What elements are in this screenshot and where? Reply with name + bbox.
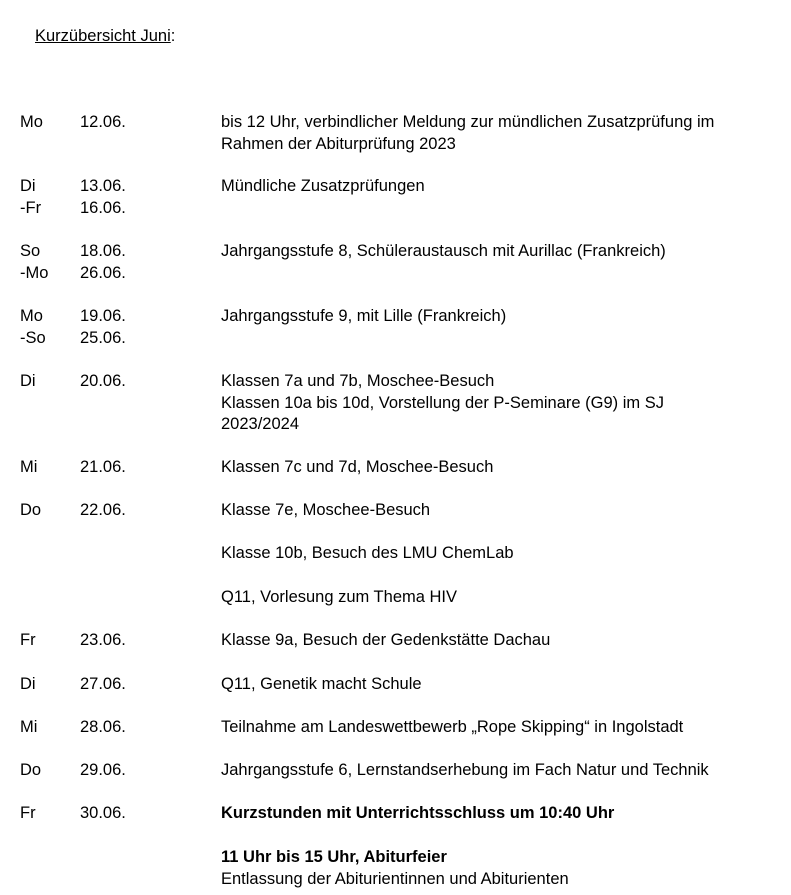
day-label: Di [20, 177, 36, 195]
day-label: -Mo [20, 263, 49, 282]
row-date [80, 112, 126, 134]
date-label: 13.06. [80, 177, 126, 195]
day-label: Mi [20, 458, 38, 476]
description-line: Klassen 7c und 7d, Moschee-Besuch [221, 458, 494, 476]
description-line: Klassen 10a bis 10d, Vorstellung der P-Seminare (G9) im SJ [221, 393, 664, 412]
description-line: Jahrgangsstufe 8, Schüleraustausch mit Aurillac (Frankreich) [221, 242, 666, 260]
row-description [221, 803, 781, 825]
row-date [80, 500, 126, 522]
row-day [20, 803, 36, 825]
date-label: 22.06. [80, 501, 126, 519]
date-label: 28.06. [80, 718, 126, 736]
date-label: 29.06. [80, 761, 126, 779]
row-day [20, 674, 36, 696]
row-date [80, 630, 126, 652]
row-description [221, 306, 781, 328]
page-title-text: Kurzübersicht Juni [35, 27, 171, 45]
description-line: Jahrgangsstufe 6, Lernstandserhebung im Fach Natur und Technik [221, 761, 709, 779]
date-label: 18.06. [80, 242, 126, 260]
date-label: 20.06. [80, 372, 126, 390]
row-description [221, 371, 781, 436]
row-description [221, 847, 781, 890]
description-line: 2023/2024 [221, 415, 299, 433]
date-label: 30.06. [80, 804, 126, 822]
row-description [221, 674, 781, 696]
date-label: 25.06. [80, 328, 126, 347]
row-description [221, 112, 781, 155]
description-line: bis 12 Uhr, verbindlicher Meldung zur mündlichen Zusatzprüfung im [221, 113, 715, 131]
row-description [221, 457, 781, 479]
description-line: Klasse 7e, Moschee-Besuch [221, 501, 431, 519]
row-date [80, 241, 126, 284]
date-label: 27.06. [80, 675, 126, 693]
row-date [80, 674, 126, 696]
date-label: 16.06. [80, 198, 126, 217]
day-label: -Fr [20, 198, 42, 217]
row-day [20, 630, 36, 652]
date-label: 19.06. [80, 307, 126, 325]
day-label: Fr [20, 804, 36, 822]
description-line: Rahmen der Abiturprüfung 2023 [221, 134, 456, 153]
day-label: -So [20, 328, 46, 347]
row-day [20, 112, 43, 134]
row-day [20, 306, 46, 349]
date-label: 12.06. [80, 113, 126, 131]
row-date [80, 803, 126, 825]
description-line: Q11, Genetik macht Schule [221, 675, 422, 693]
date-label: 23.06. [80, 631, 126, 649]
date-label: 21.06. [80, 458, 126, 476]
day-label: Di [20, 675, 36, 693]
row-date [80, 371, 126, 393]
row-description [221, 241, 781, 263]
row-date [80, 176, 126, 219]
row-day [20, 457, 37, 479]
day-label: Mo [20, 307, 43, 325]
row-date [80, 306, 126, 349]
row-description [221, 176, 781, 198]
day-label: Do [20, 501, 42, 519]
day-label: Do [20, 761, 42, 779]
date-label: 26.06. [80, 263, 126, 282]
day-label: Di [20, 372, 36, 390]
row-description [221, 717, 781, 739]
row-day [20, 760, 41, 782]
row-day [20, 717, 37, 739]
row-day [20, 176, 41, 219]
row-day [20, 241, 48, 284]
description-line: Q11, Vorlesung zum Thema HIV [221, 588, 458, 606]
row-date [80, 457, 126, 479]
row-date [80, 760, 126, 782]
description-line: Entlassung der Abiturientinnen und Abiturienten [221, 869, 569, 888]
day-label: Mi [20, 718, 38, 736]
day-label: Mo [20, 113, 43, 131]
description-line: Jahrgangsstufe 9, mit Lille (Frankreich) [221, 307, 507, 325]
day-label: So [20, 242, 41, 260]
description-line: Klassen 7a und 7b, Moschee-Besuch [221, 372, 495, 390]
description-line: Teilnahme am Landeswettbewerb „Rope Skipping“ in Ingolstadt [221, 718, 684, 736]
row-description [221, 630, 781, 652]
row-date [80, 717, 126, 739]
page-title-colon: : [170, 27, 176, 45]
row-description [221, 543, 781, 565]
description-line: 11 Uhr bis 15 Uhr, Abiturfeier [221, 848, 447, 866]
description-line: Mündliche Zusatzprüfungen [221, 177, 425, 195]
row-day [20, 500, 41, 522]
row-description [221, 587, 781, 609]
row-day [20, 371, 36, 393]
day-label: Fr [20, 631, 36, 649]
description-line: Kurzstunden mit Unterrichtsschluss um 10:40 Uhr [221, 804, 615, 822]
description-line: Klasse 10b, Besuch des LMU ChemLab [221, 544, 514, 562]
row-description [221, 500, 781, 522]
page-title [35, 26, 175, 46]
row-description [221, 760, 781, 782]
description-line: Klasse 9a, Besuch der Gedenkstätte Dachau [221, 631, 551, 649]
